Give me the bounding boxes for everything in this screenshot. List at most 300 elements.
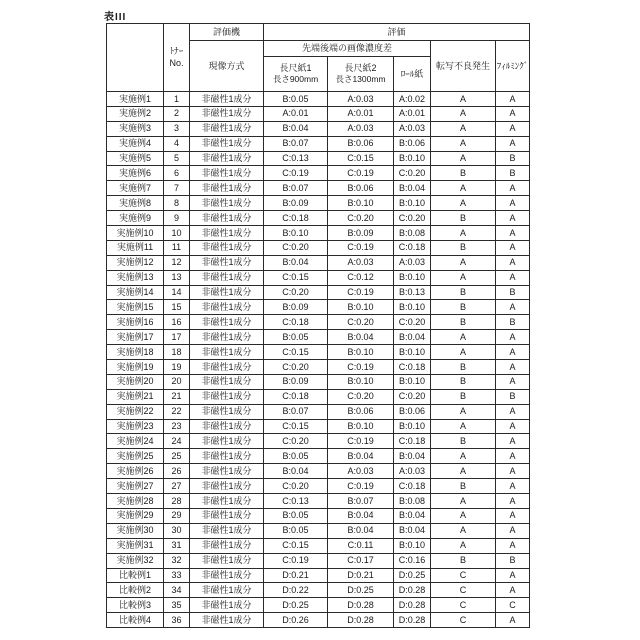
transfer-failure-cell: A [431,121,496,136]
roll-paper-value-cell: D:0.28 [394,583,431,598]
roll-paper-value-cell: C:0.18 [394,240,431,255]
table-row [107,330,530,345]
transfer-failure-cell: A [431,330,496,345]
example-label-cell: 実施例8 [107,196,164,211]
long-paper-2-length: 長さ1300mm [335,74,386,85]
toner-no-cell: 3 [164,121,190,136]
col-header-toner-no [164,24,190,92]
long-paper-2-value-cell: B:0.06 [328,136,394,151]
dev-method-cell: 非磁性1成分 [190,494,264,509]
long-paper-1-value-cell: C:0.20 [264,360,328,375]
filming-cell: A [496,255,530,270]
table-row [107,226,530,241]
filming-cell: B [496,315,530,330]
toner-no-cell: 25 [164,449,190,464]
long-paper-1-value-cell: B:0.04 [264,255,328,270]
example-label-cell: 実施例25 [107,449,164,464]
toner-no-cell: 36 [164,613,190,628]
filming-cell: A [496,211,530,226]
long-paper-1-value-cell: D:0.21 [264,568,328,583]
filming-cell: A [496,434,530,449]
toner-no-cell: 18 [164,345,190,360]
dev-method-cell: 非磁性1成分 [190,508,264,523]
long-paper-1-value-cell: D:0.22 [264,583,328,598]
col-header-evaluation: 評価 [264,24,530,41]
example-label-cell: 実施例15 [107,300,164,315]
roll-paper-value-cell: B:0.10 [394,374,431,389]
long-paper-1-value-cell: B:0.09 [264,196,328,211]
long-paper-1-value-cell: B:0.05 [264,449,328,464]
table-row [107,523,530,538]
filming-cell: A [496,270,530,285]
dev-method-cell: 非磁性1成分 [190,613,264,628]
filming-cell: A [496,613,530,628]
filming-cell: A [496,494,530,509]
long-paper-2-value-cell: C:0.19 [328,166,394,181]
transfer-failure-cell: A [431,270,496,285]
long-paper-1-value-cell: B:0.09 [264,374,328,389]
long-paper-2-value-cell: B:0.07 [328,494,394,509]
transfer-failure-cell: A [431,196,496,211]
filming-cell: A [496,345,530,360]
roll-paper-value-cell: A:0.01 [394,106,431,121]
evaluation-table [106,23,530,628]
roll-paper-value-cell: B:0.08 [394,226,431,241]
toner-no-cell: 34 [164,583,190,598]
toner-label-line2: No. [169,57,184,68]
roll-paper-value-cell: C:0.20 [394,315,431,330]
filming-cell: A [496,196,530,211]
dev-method-cell: 非磁性1成分 [190,211,264,226]
long-paper-2-value-cell: B:0.09 [328,226,394,241]
roll-paper-value-cell: A:0.03 [394,121,431,136]
toner-no-cell: 11 [164,240,190,255]
table-row [107,270,530,285]
table-row [107,553,530,568]
dev-method-cell: 非磁性1成分 [190,434,264,449]
filming-cell: A [496,404,530,419]
roll-paper-value-cell: B:0.04 [394,330,431,345]
dev-method-cell: 非磁性1成分 [190,583,264,598]
long-paper-1-name: 長尺紙1 [279,63,312,74]
filming-cell: A [496,583,530,598]
long-paper-1-value-cell: C:0.13 [264,151,328,166]
filming-cell: A [496,538,530,553]
table-row [107,181,530,196]
filming-cell: A [496,181,530,196]
dev-method-cell: 非磁性1成分 [190,345,264,360]
filming-cell: B [496,166,530,181]
long-paper-1-value-cell: B:0.04 [264,121,328,136]
example-label-cell: 実施例28 [107,494,164,509]
filming-cell: A [496,226,530,241]
dev-method-cell: 非磁性1成分 [190,226,264,241]
dev-method-cell: 非磁性1成分 [190,553,264,568]
dev-method-cell: 非磁性1成分 [190,598,264,613]
dev-method-cell: 非磁性1成分 [190,106,264,121]
dev-method-cell: 非磁性1成分 [190,285,264,300]
long-paper-2-value-cell: C:0.11 [328,538,394,553]
filming-cell: C [496,598,530,613]
long-paper-2-value-cell: B:0.10 [328,345,394,360]
long-paper-1-length: 長さ900mm [272,74,319,85]
toner-no-cell: 22 [164,404,190,419]
example-label-cell: 実施例12 [107,255,164,270]
table-row [107,211,530,226]
long-paper-2-value-cell: C:0.19 [328,240,394,255]
long-paper-2-value-cell: B:0.04 [328,523,394,538]
example-label-cell: 実施例29 [107,508,164,523]
long-paper-2-value-cell: A:0.03 [328,121,394,136]
long-paper-2-value-cell: B:0.10 [328,196,394,211]
long-paper-2-value-cell: D:0.28 [328,598,394,613]
table-row [107,106,530,121]
transfer-failure-cell: A [431,449,496,464]
table-row [107,240,530,255]
filming-cell: A [496,419,530,434]
example-label-cell: 実施例24 [107,434,164,449]
example-label-cell: 実施例17 [107,330,164,345]
filming-cell: A [496,240,530,255]
long-paper-1-value-cell: C:0.15 [264,538,328,553]
filming-cell: A [496,300,530,315]
toner-no-cell: 16 [164,315,190,330]
filming-cell: A [496,523,530,538]
table-row [107,613,530,628]
long-paper-2-value-cell: D:0.28 [328,613,394,628]
toner-no-cell: 14 [164,285,190,300]
table-row [107,315,530,330]
filming-cell: A [496,479,530,494]
toner-no-cell: 30 [164,523,190,538]
table-row [107,374,530,389]
long-paper-1-value-cell: C:0.19 [264,166,328,181]
toner-no-cell: 10 [164,226,190,241]
roll-paper-value-cell: C:0.18 [394,479,431,494]
filming-cell: A [496,121,530,136]
table-title: 表III [104,12,127,23]
long-paper-1-value-cell: B:0.05 [264,330,328,345]
col-header-filming: ﾌｨﾙﾐﾝｸﾞ [496,41,530,92]
toner-label-line1: ﾄﾅｰ [169,46,184,57]
example-label-cell: 実施例31 [107,538,164,553]
roll-paper-value-cell: B:0.04 [394,523,431,538]
toner-no-cell: 17 [164,330,190,345]
example-label-cell: 実施例4 [107,136,164,151]
long-paper-2-value-cell: A:0.01 [328,106,394,121]
table-row [107,419,530,434]
dev-method-cell: 非磁性1成分 [190,449,264,464]
transfer-failure-cell: A [431,538,496,553]
roll-paper-value-cell: C:0.18 [394,434,431,449]
example-label-cell: 実施例32 [107,553,164,568]
example-label-cell: 実施例26 [107,464,164,479]
long-paper-2-value-cell: C:0.19 [328,434,394,449]
roll-paper-value-cell: A:0.02 [394,92,431,107]
table-row [107,92,530,107]
example-label-cell: 実施例6 [107,166,164,181]
filming-cell: A [496,136,530,151]
table-row [107,196,530,211]
col-header-eval-machine: 評価機 [190,24,264,41]
roll-paper-value-cell: B:0.10 [394,419,431,434]
long-paper-2-value-cell: C:0.15 [328,151,394,166]
transfer-failure-cell: C [431,568,496,583]
transfer-failure-cell: B [431,300,496,315]
long-paper-1-value-cell: C:0.15 [264,419,328,434]
table-row [107,598,530,613]
long-paper-2-name: 長尺紙2 [344,63,377,74]
table-row [107,285,530,300]
long-paper-2-value-cell: A:0.03 [328,464,394,479]
long-paper-2-value-cell: C:0.17 [328,553,394,568]
filming-cell: B [496,285,530,300]
long-paper-1-value-cell: B:0.05 [264,92,328,107]
filming-cell: A [496,568,530,583]
long-paper-1-value-cell: C:0.18 [264,389,328,404]
long-paper-1-value-cell: C:0.18 [264,315,328,330]
dev-method-cell: 非磁性1成分 [190,255,264,270]
example-label-cell: 実施例3 [107,121,164,136]
transfer-failure-cell: C [431,583,496,598]
long-paper-2-value-cell: C:0.20 [328,315,394,330]
toner-no-cell: 8 [164,196,190,211]
dev-method-cell: 非磁性1成分 [190,523,264,538]
toner-no-cell: 31 [164,538,190,553]
col-header-dev-method: 現像方式 [190,41,264,92]
roll-paper-value-cell: B:0.04 [394,508,431,523]
dev-method-cell: 非磁性1成分 [190,196,264,211]
filming-cell: A [496,374,530,389]
table-row [107,538,530,553]
filming-cell: A [496,106,530,121]
table-row [107,508,530,523]
long-paper-1-value-cell: C:0.18 [264,211,328,226]
long-paper-2-value-cell: C:0.19 [328,360,394,375]
dev-method-cell: 非磁性1成分 [190,166,264,181]
filming-cell: A [496,330,530,345]
roll-paper-value-cell: C:0.16 [394,553,431,568]
example-label-cell: 実施例13 [107,270,164,285]
long-paper-1-value-cell: C:0.15 [264,270,328,285]
toner-no-cell: 28 [164,494,190,509]
dev-method-cell: 非磁性1成分 [190,330,264,345]
table-row [107,568,530,583]
long-paper-1-value-cell: D:0.26 [264,613,328,628]
transfer-failure-cell: A [431,92,496,107]
transfer-failure-cell: A [431,508,496,523]
long-paper-1-value-cell: C:0.15 [264,345,328,360]
example-label-cell: 実施例30 [107,523,164,538]
roll-paper-value-cell: A:0.03 [394,464,431,479]
toner-no-cell: 20 [164,374,190,389]
toner-no-cell: 13 [164,270,190,285]
transfer-failure-cell: A [431,255,496,270]
transfer-failure-cell: B [431,374,496,389]
example-label-cell: 比較例4 [107,613,164,628]
roll-paper-value-cell: B:0.10 [394,196,431,211]
roll-paper-value-cell: B:0.10 [394,538,431,553]
long-paper-2-value-cell: B:0.10 [328,419,394,434]
example-label-cell: 比較例2 [107,583,164,598]
long-paper-2-value-cell: D:0.21 [328,568,394,583]
long-paper-2-value-cell: B:0.04 [328,508,394,523]
transfer-failure-cell: B [431,434,496,449]
table-row [107,583,530,598]
example-label-cell: 実施例7 [107,181,164,196]
long-paper-2-value-cell: B:0.04 [328,449,394,464]
long-paper-1-value-cell: B:0.05 [264,508,328,523]
transfer-failure-cell: B [431,211,496,226]
long-paper-1-value-cell: B:0.05 [264,523,328,538]
transfer-failure-cell: A [431,404,496,419]
roll-paper-value-cell: D:0.28 [394,598,431,613]
long-paper-1-value-cell: C:0.20 [264,285,328,300]
dev-method-cell: 非磁性1成分 [190,151,264,166]
dev-method-cell: 非磁性1成分 [190,92,264,107]
table-row [107,494,530,509]
dev-method-cell: 非磁性1成分 [190,404,264,419]
toner-no-cell: 7 [164,181,190,196]
table-row [107,479,530,494]
toner-no-cell: 6 [164,166,190,181]
long-paper-2-value-cell: B:0.06 [328,181,394,196]
long-paper-2-value-cell: C:0.20 [328,389,394,404]
example-label-cell: 実施例5 [107,151,164,166]
long-paper-1-value-cell: C:0.20 [264,434,328,449]
toner-no-cell: 23 [164,419,190,434]
col-header-long-paper-2 [328,57,394,92]
roll-paper-value-cell: A:0.03 [394,255,431,270]
roll-paper-value-cell: B:0.04 [394,181,431,196]
toner-no-cell: 12 [164,255,190,270]
roll-paper-value-cell: B:0.13 [394,285,431,300]
dev-method-cell: 非磁性1成分 [190,181,264,196]
toner-no-cell: 9 [164,211,190,226]
toner-no-cell: 21 [164,389,190,404]
long-paper-2-value-cell: B:0.04 [328,330,394,345]
long-paper-2-value-cell: C:0.19 [328,479,394,494]
long-paper-1-value-cell: C:0.19 [264,553,328,568]
long-paper-2-value-cell: C:0.20 [328,211,394,226]
dev-method-cell: 非磁性1成分 [190,479,264,494]
filming-cell: A [496,360,530,375]
dev-method-cell: 非磁性1成分 [190,538,264,553]
table-row [107,255,530,270]
example-label-cell: 実施例10 [107,226,164,241]
filming-cell: A [496,464,530,479]
dev-method-cell: 非磁性1成分 [190,419,264,434]
filming-cell: B [496,151,530,166]
example-label-cell: 実施例19 [107,360,164,375]
transfer-failure-cell: A [431,181,496,196]
toner-no-cell: 5 [164,151,190,166]
transfer-failure-cell: C [431,613,496,628]
filming-cell: A [496,508,530,523]
long-paper-2-value-cell: C:0.12 [328,270,394,285]
dev-method-cell: 非磁性1成分 [190,136,264,151]
transfer-failure-cell: B [431,166,496,181]
toner-no-cell: 24 [164,434,190,449]
long-paper-1-value-cell: B:0.07 [264,136,328,151]
roll-paper-value-cell: B:0.10 [394,151,431,166]
table-row [107,389,530,404]
transfer-failure-cell: B [431,360,496,375]
example-label-cell: 実施例16 [107,315,164,330]
toner-no-cell: 15 [164,300,190,315]
toner-no-cell: 26 [164,464,190,479]
transfer-failure-cell: B [431,389,496,404]
transfer-failure-cell: A [431,106,496,121]
roll-paper-value-cell: B:0.10 [394,345,431,360]
roll-paper-value-cell: B:0.06 [394,404,431,419]
long-paper-1-value-cell: B:0.07 [264,181,328,196]
dev-method-cell: 非磁性1成分 [190,315,264,330]
transfer-failure-cell: B [431,285,496,300]
corner-cell [107,24,164,92]
long-paper-1-value-cell: A:0.01 [264,106,328,121]
roll-paper-value-cell: B:0.04 [394,449,431,464]
long-paper-1-value-cell: B:0.04 [264,464,328,479]
dev-method-cell: 非磁性1成分 [190,568,264,583]
roll-paper-value-cell: C:0.20 [394,166,431,181]
toner-no-cell: 33 [164,568,190,583]
dev-method-cell: 非磁性1成分 [190,389,264,404]
table-row [107,360,530,375]
example-label-cell: 実施例18 [107,345,164,360]
table-row [107,464,530,479]
example-label-cell: 比較例1 [107,568,164,583]
roll-paper-value-cell: C:0.20 [394,211,431,226]
long-paper-1-value-cell: B:0.09 [264,300,328,315]
roll-paper-value-cell: C:0.20 [394,389,431,404]
example-label-cell: 実施例23 [107,419,164,434]
table-row [107,151,530,166]
example-label-cell: 実施例1 [107,92,164,107]
toner-no-cell: 27 [164,479,190,494]
filming-cell: B [496,553,530,568]
table-row [107,166,530,181]
dev-method-cell: 非磁性1成分 [190,270,264,285]
long-paper-2-value-cell: A:0.03 [328,255,394,270]
toner-no-cell: 32 [164,553,190,568]
roll-paper-value-cell: C:0.18 [394,360,431,375]
table-row [107,434,530,449]
roll-paper-value-cell: D:0.25 [394,568,431,583]
long-paper-2-value-cell: B:0.06 [328,404,394,419]
toner-no-cell: 29 [164,508,190,523]
transfer-failure-cell: B [431,315,496,330]
transfer-failure-cell: A [431,345,496,360]
long-paper-2-value-cell: B:0.10 [328,374,394,389]
transfer-failure-cell: A [431,151,496,166]
transfer-failure-cell: B [431,553,496,568]
transfer-failure-cell: A [431,464,496,479]
dev-method-cell: 非磁性1成分 [190,374,264,389]
transfer-failure-cell: A [431,136,496,151]
long-paper-1-value-cell: B:0.10 [264,226,328,241]
toner-no-cell: 2 [164,106,190,121]
filming-cell: A [496,92,530,107]
table-row [107,449,530,464]
table-body [107,92,530,628]
toner-no-cell: 35 [164,598,190,613]
table-row [107,404,530,419]
transfer-failure-cell: B [431,479,496,494]
example-label-cell: 比較例3 [107,598,164,613]
filming-cell: B [496,389,530,404]
filming-cell: A [496,449,530,464]
